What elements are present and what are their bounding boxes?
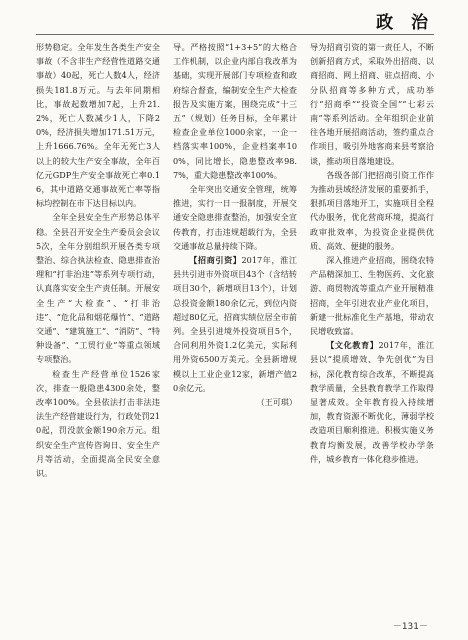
section-heading: 【文化教育】: [326, 340, 379, 351]
paragraph: [310, 338, 434, 466]
paragraph: 形势稳定。全年发生各类生产安全事故（不含非生产经营性道路交通事故）40起，死亡人数4人，经济损失181.8万元。与去年同期相比，事故起数增加7起，上升21.2%，死亡人数减少1人，下降20%，经济损失增加171.51万元，上升1666.76%。全年无死亡3人以上的较大生产安全事故，全年百亿元GDP生产安全事故死亡率0.16，其中道路交通事故死亡率等指标均控制在市下达目标以内。: [36, 42, 160, 209]
header-rule: [36, 34, 434, 35]
paragraph: [173, 253, 297, 395]
paragraph: 检查生产经营单位1526家次，排查一般隐患4300余处，整改率100%。全县依法打击非法违法生产经营建设行为，行政处罚210起，罚没款金额190余万元。组织安全生产宣传咨询日、安全生产月等活动，全面提高全民安全意识。: [36, 368, 160, 479]
paragraph-text: 2017年，淮江县以“提质增效、争先创优”为目标，深化教育综合改革，不断提高教学质量，全县教育教学工作取得显著成效。全年教育投入持续增加，教育资源不断优化，薄弱学校改造项目顺利推进。积极实施义务教育均衡发展，改善学校办学条件，城乡教育一体化稳步推进。: [310, 340, 434, 464]
paragraph: 全年全县安全生产形势总体平稳。全县召开安全生产委员会会议5次，全年分别组织开展各类专项整治、综合执法检查、隐患排查治理和“打非治违”等系列专项行动，认真落实安全生产责任制。开展安全生产“大检查”、“打非治违”、“危化品和烟花爆竹”、“道路交通”、“建筑施工”、“消防”、“特种设备”、“工贸行业”等重点领域专项整治。: [36, 212, 160, 365]
paragraph: 导为招商引资的第一责任人，不断创新招商方式，采取外出招商、以商招商、网上招商、驻点招商、小分队招商等多种方式，成功举行“招商季”“投资全国”“七彩云南”等系列活动。全年组织企业前往各地开展招商活动，签约重点合作项目，吸引外地客商来县考察洽谈，推动项目落地建设。: [310, 42, 434, 166]
paragraph-text: 2017年，淮江县共引进市外资项目43个（含结转项目30个，新增项目13个），计划总投资金额180余亿元，到位内资超过80亿元，招商实绩位居全市前列。全县引进境外投资项目5个，合同利用外资1.2亿美元，实际利用外资6500万美元。全县新增规模以上工业企业12家，新增产值20余亿元。: [173, 255, 297, 393]
text-columns: [36, 40, 434, 614]
column-2: [173, 40, 297, 614]
column-3: [310, 40, 434, 614]
paragraph: 导。严格按照“1+3+5”的大格合工作机制，以企业内部自我改革为基础，实现开展部门专项检查和政府综合督查，编制安全生产大检查报告及实施方案，围绕完成“十三五”（规划）任务目标，全年累计检查企业单位1000余家，一企一档落实率100%，企业档案率100%，同比增长，隐患整改率98.7%，重大隐患整改率100%。: [173, 42, 297, 180]
paragraph: 各级各部门把招商引资工作作为推动县域经济发展的重要抓手，狠抓项目落地开工，实施项目全程代办服务，优化营商环境，提高行政审批效率，为投资企业提供优质、高效、便捷的服务。: [310, 169, 434, 251]
section-title: 政 治: [376, 13, 434, 33]
page-header: [0, 0, 468, 32]
paragraph: 深入推进产业招商，围绕农特产品精深加工、生物医药、文化旅游、商贸物流等重点产业开展精准招商，全年引进农业产业化项目，新建一批标准化生产基地，带动农民增收致富。: [310, 255, 434, 337]
section-heading: 【招商引资】: [189, 255, 242, 266]
paragraph: （王可琪）: [256, 397, 297, 408]
column-1: [36, 40, 160, 614]
paragraph: 全年突出交通安全管理，统筹推进，实行一日一报制度，开展交通安全隐患排查整治，加强安全宣传教育，打击违规超载行为，全县交通事故总量持续下降。: [173, 184, 297, 251]
page-number: －131－: [392, 622, 428, 632]
